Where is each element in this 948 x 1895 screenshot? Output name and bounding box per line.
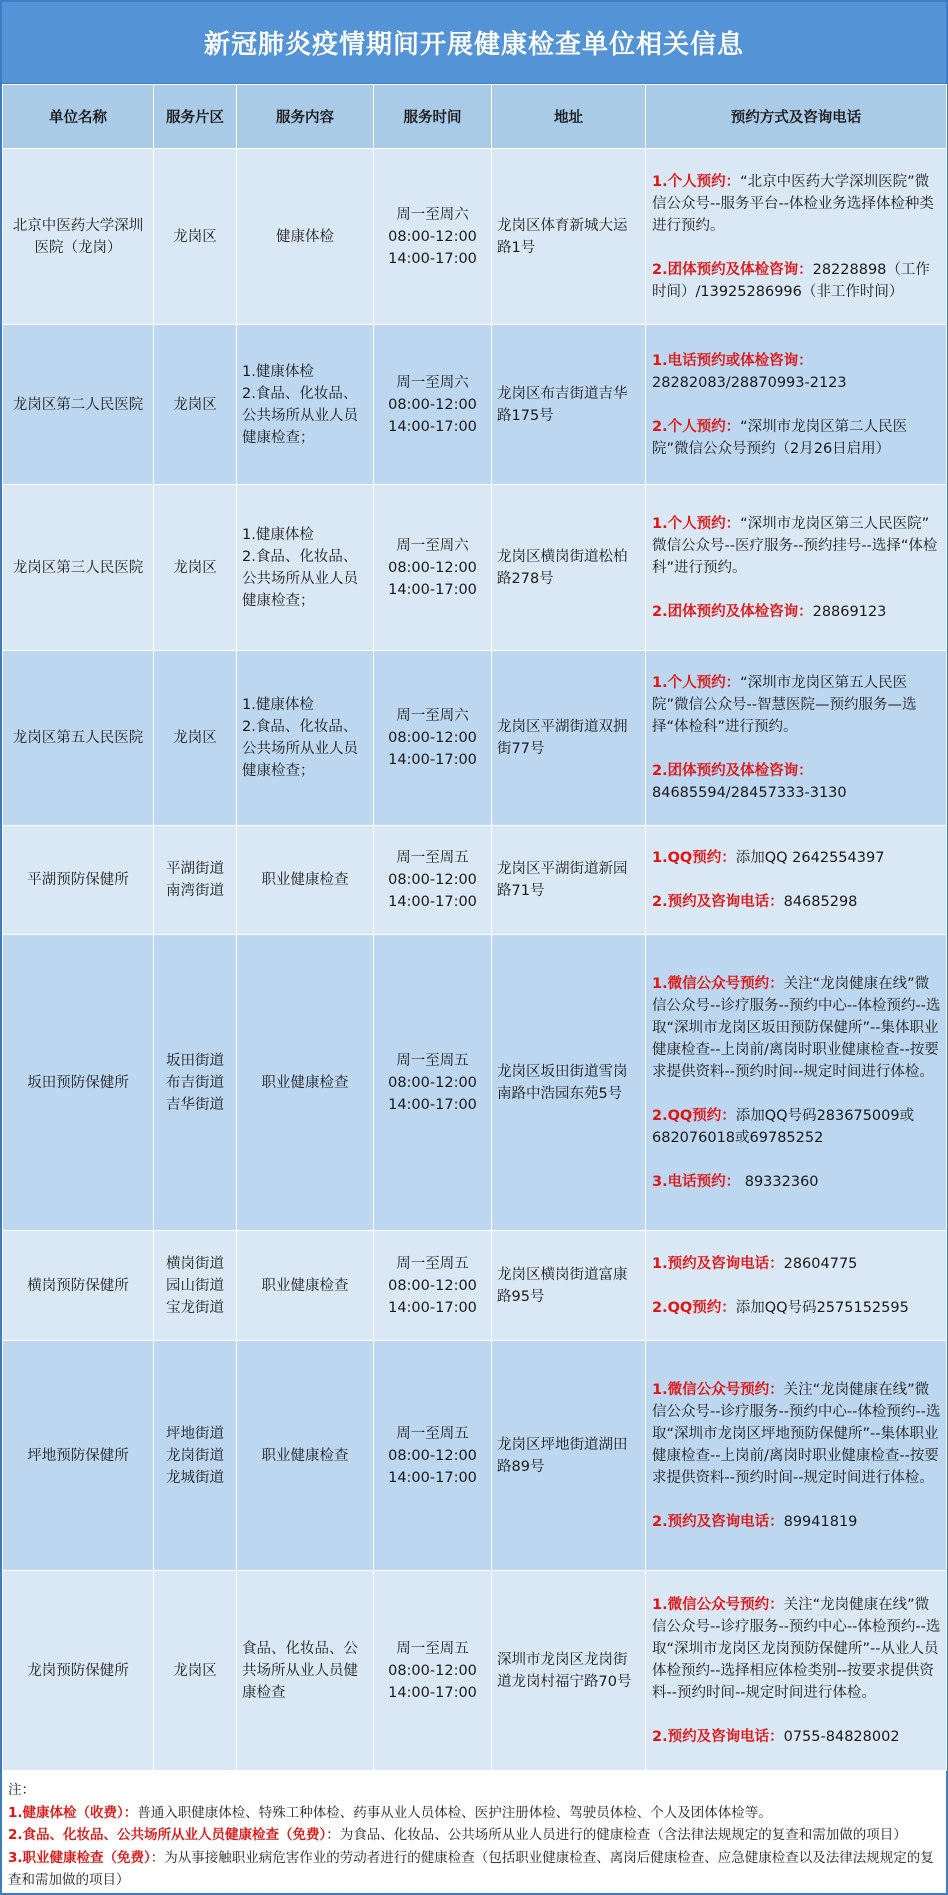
service-content-cell-line: 1.健康体检	[242, 363, 314, 380]
service-hours-cell-line: 周一至周五	[396, 1052, 469, 1069]
service-hours-cell-line: 08:00-12:00	[388, 1662, 477, 1679]
address-cell: 龙岗区布吉街道吉华路175号	[492, 325, 646, 485]
contact-item	[652, 1171, 942, 1193]
table-row	[3, 1341, 947, 1571]
service-content-cell	[237, 651, 374, 826]
service-area-cell-line: 龙城街道	[166, 1469, 224, 1486]
address-cell: 龙岗区横岗街道松柏路278号	[492, 485, 646, 651]
service-content-cell-line: 健康体检	[276, 228, 334, 245]
service-area-cell-line: 布吉街道	[166, 1074, 224, 1091]
service-hours-cell-line: 14:00-17:00	[388, 752, 477, 768]
contact-item	[652, 973, 942, 1083]
contact-text: 添加QQ号码2575152595	[735, 1299, 909, 1316]
service-area-cell-line: 龙岗区	[173, 1662, 217, 1679]
service-area-cell-line: 南湾街道	[166, 883, 224, 899]
service-area-cell-line: 宝龙街道	[166, 1299, 224, 1316]
service-hours-cell-line: 08:00-12:00	[388, 1277, 477, 1294]
address-cell: 龙岗区体育新城大运路1号	[492, 149, 646, 325]
table-row	[3, 651, 947, 826]
contact-text: 0755-84828002	[783, 1728, 900, 1745]
service-area-cell-line: 龙岗区	[173, 730, 217, 746]
service-area-cell	[154, 1231, 237, 1341]
table-header-row	[3, 85, 947, 149]
service-hours-cell-line: 周一至周五	[396, 1640, 469, 1657]
contact-label: 1.个人预约：	[652, 515, 741, 532]
service-hours-cell	[374, 935, 492, 1231]
contact-item	[652, 601, 942, 623]
contact-text: “深圳市龙岗区第五人民医院”微信公众号--智慧医院—预约服务—选择“体检科”进行预约。	[652, 675, 917, 735]
contact-label: 2.预约及咨询电话：	[652, 1513, 784, 1530]
header-booking-contact: 预约方式及咨询电话	[646, 85, 947, 149]
contact-item	[652, 513, 942, 579]
unit-name-cell: 龙岗预防保健所	[3, 1571, 154, 1771]
service-hours-cell-line: 08:00-12:00	[388, 730, 477, 746]
contact-label: 1.微信公众号预约：	[652, 1381, 784, 1398]
unit-name-cell: 坂田预防保健所	[3, 935, 154, 1231]
service-content-cell-line: 职业健康检查	[261, 1277, 349, 1294]
note-item	[8, 1824, 940, 1847]
contact-text: 84685594/28457333-3130	[652, 785, 847, 801]
service-hours-cell-line: 14:00-17:00	[388, 1299, 477, 1316]
service-area-cell-line: 坪地街道	[166, 1425, 224, 1442]
service-area-cell	[154, 485, 237, 651]
contact-item	[652, 891, 942, 913]
unit-name-cell: 北京中医药大学深圳医院（龙岗）	[3, 149, 154, 325]
contact-label: 1.电话预约或体检咨询：	[652, 352, 813, 369]
header-service-area: 服务片区	[154, 85, 237, 149]
service-area-cell	[154, 935, 237, 1231]
service-area-cell	[154, 149, 237, 325]
contact-text: 28228898（工作时间）/13925286996（非工作时间）	[652, 261, 930, 300]
note-label: 1.健康体检（收费）：	[8, 1804, 138, 1821]
service-hours-cell-line: 周一至周五	[396, 1425, 469, 1442]
service-content-cell	[237, 1341, 374, 1571]
service-content-cell-line: 职业健康检查	[261, 1447, 349, 1464]
unit-name-cell: 坪地预防保健所	[3, 1341, 154, 1571]
contact-label: 1.个人预约：	[652, 675, 741, 691]
contact-item	[652, 171, 942, 237]
service-content-cell-line: 职业健康检查	[261, 1074, 349, 1091]
notes-heading: 注：	[8, 1782, 35, 1798]
service-hours-cell-line: 周一至周五	[396, 1255, 469, 1272]
contact-text: “北京中医药大学深圳医院”微信公众号--服务平台--体检业务选择体检种类进行预约。	[652, 173, 934, 234]
contact-label: 1.微信公众号预约：	[652, 975, 784, 992]
service-area-cell-line: 平湖街道	[166, 861, 224, 877]
contact-label: 2.团体预约及体检咨询：	[652, 763, 813, 779]
service-hours-cell	[374, 826, 492, 935]
unit-name-cell: 平湖预防保健所	[3, 826, 154, 935]
service-hours-cell-line: 08:00-12:00	[388, 872, 477, 888]
service-hours-cell-line: 14:00-17:00	[388, 1469, 477, 1486]
booking-contact-cell	[646, 325, 947, 485]
note-text: ：为从事接触职业病危害作业的劳动者进行的健康检查（包括职业健康检查、离岗后健康检查、应急健康检查以及法律法规规定的复查和需加做的项目）	[8, 1849, 934, 1888]
contact-item	[652, 760, 942, 804]
contact-label: 1.个人预约：	[652, 173, 741, 190]
booking-contact-cell	[646, 485, 947, 651]
service-hours-cell-line: 08:00-12:00	[388, 1074, 477, 1091]
contact-text: 84685298	[783, 894, 858, 910]
service-content-cell	[237, 325, 374, 485]
clinic-table	[2, 84, 947, 1771]
contact-label: 2.QQ预约：	[652, 1299, 736, 1316]
contact-item	[652, 1253, 942, 1275]
contact-text: 89332360	[740, 1173, 819, 1190]
booking-contact-cell	[646, 1571, 947, 1771]
contact-item	[652, 1594, 942, 1704]
table-row	[3, 935, 947, 1231]
header-address: 地址	[492, 85, 646, 149]
address-cell: 深圳市龙岗区龙岗街道龙岗村福宁路70号	[492, 1571, 646, 1771]
address-cell: 龙岗区坂田街道雪岗南路中浩园东苑5号	[492, 935, 646, 1231]
service-hours-cell-line: 14:00-17:00	[388, 581, 477, 598]
contact-label: 2.个人预约：	[652, 418, 741, 435]
contact-text: 28604775	[783, 1255, 858, 1272]
contact-label: 1.微信公众号预约：	[652, 1596, 784, 1613]
service-hours-cell	[374, 1341, 492, 1571]
service-hours-cell-line: 08:00-12:00	[388, 559, 477, 576]
service-hours-cell-line: 14:00-17:00	[388, 418, 477, 435]
service-content-cell-line: 1.健康体检	[242, 526, 314, 543]
contact-text: 89941819	[783, 1513, 858, 1530]
contact-text: 关注“龙岗健康在线”微信公众号--诊疗服务--预约中心--体检预约--选取“深圳市龙岗区坪地预防保健所”--集体职业健康检查--上岗前/离岗时职业健康检查--按要求提供资料--预约时间--规定时间进行体检。	[652, 1381, 941, 1486]
contact-item	[652, 1379, 942, 1489]
service-hours-cell-line: 14:00-17:00	[388, 250, 477, 267]
service-area-cell-line: 龙岗区	[173, 228, 217, 245]
header-service-hours: 服务时间	[374, 85, 492, 149]
table-row	[3, 485, 947, 651]
contact-text: 28282083/28870993-2123	[652, 374, 847, 391]
service-hours-cell	[374, 485, 492, 651]
note-label: 3.职业健康检查（免费）	[8, 1849, 151, 1866]
service-content-cell-line: 2.食品、化妆品、公共场所从业人员健康检查；	[242, 719, 358, 779]
service-area-cell	[154, 651, 237, 826]
service-hours-cell-line: 14:00-17:00	[388, 1684, 477, 1701]
contact-text: 关注“龙岗健康在线”微信公众号--诊疗服务--预约中心--体检预约--选取“深圳市龙岗区龙岗预防保健所”--从业人员体检预约--选择相应体检类别--按要求提供资料--预约时间--规定时间进行体检。	[652, 1596, 941, 1701]
contact-label: 2.QQ预约：	[652, 1107, 736, 1124]
contact-item	[652, 672, 942, 738]
service-hours-cell-line: 周一至周六	[396, 374, 469, 391]
contact-label: 2.团体预约及体检咨询：	[652, 603, 813, 620]
table-row	[3, 1571, 947, 1771]
note-text: 普通入职健康体检、特殊工种体检、药事从业人员体检、医护注册体检、驾驶员体检、个人及团体体检等。	[137, 1804, 772, 1821]
unit-name-cell: 龙岗区第五人民医院	[3, 651, 154, 826]
contact-item	[652, 1105, 942, 1149]
service-content-cell	[237, 1571, 374, 1771]
address-cell: 龙岗区平湖街道双拥街77号	[492, 651, 646, 826]
contact-text: 28869123	[812, 603, 887, 620]
service-hours-cell	[374, 1571, 492, 1771]
service-hours-cell-line: 周一至周六	[396, 708, 469, 724]
contact-item	[652, 847, 942, 869]
service-content-cell-line: 食品、化妆品、公共场所从业人员健康检查	[242, 1640, 358, 1701]
header-unit-name: 单位名称	[3, 85, 154, 149]
service-area-cell-line: 坂田街道	[166, 1052, 224, 1069]
contact-label: 2.预约及咨询电话：	[652, 1728, 784, 1745]
service-content-cell-line: 2.食品、化妆品、公共场所从业人员健康检查；	[242, 548, 358, 609]
booking-contact-cell	[646, 935, 947, 1231]
contact-label: 1.预约及咨询电话：	[652, 1255, 784, 1272]
header-service-content: 服务内容	[237, 85, 374, 149]
unit-name-cell: 龙岗区第三人民医院	[3, 485, 154, 651]
contact-text: “深圳市龙岗区第三人民医院” 微信公众号--医疗服务--预约挂号--选择“体检科”进行预约。	[652, 515, 938, 576]
service-hours-cell-line: 周一至周五	[396, 850, 469, 866]
contact-item	[652, 416, 942, 460]
service-hours-cell-line: 周一至周六	[396, 206, 469, 223]
service-hours-cell-line: 08:00-12:00	[388, 228, 477, 245]
contact-item	[652, 259, 942, 303]
service-hours-cell-line: 14:00-17:00	[388, 894, 477, 910]
address-cell: 龙岗区平湖街道新园路71号	[492, 826, 646, 935]
table-row	[3, 149, 947, 325]
contact-label: 3.电话预约：	[652, 1173, 741, 1190]
service-content-cell-line: 2.食品、化妆品、公共场所从业人员健康检查；	[242, 385, 358, 446]
note-item	[8, 1847, 940, 1892]
booking-contact-cell	[646, 826, 947, 935]
service-area-cell	[154, 1571, 237, 1771]
service-area-cell-line: 吉华街道	[166, 1096, 224, 1113]
note-text: ：为食品、化妆品、公共场所从业人员进行的健康检查（含法律法规规定的复查和需加做的项目）	[326, 1827, 907, 1843]
table-row	[3, 1231, 947, 1341]
service-hours-cell-line: 周一至周六	[396, 537, 469, 554]
service-area-cell-line: 龙岗街道	[166, 1447, 224, 1464]
service-content-cell	[237, 1231, 374, 1341]
booking-contact-cell	[646, 1341, 947, 1571]
service-content-cell	[237, 826, 374, 935]
unit-name-cell: 龙岗区第二人民医院	[3, 325, 154, 485]
service-hours-cell	[374, 1231, 492, 1341]
booking-contact-cell	[646, 1231, 947, 1341]
note-item	[8, 1802, 940, 1825]
service-area-cell-line: 龙岗区	[173, 559, 217, 576]
contact-text: 添加QQ 2642554397	[735, 850, 885, 866]
address-cell: 龙岗区坪地街道湖田路89号	[492, 1341, 646, 1571]
contact-text: 关注“龙岗健康在线”微信公众号--诊疗服务--预约中心--体检预约--选取“深圳市龙岗区坂田预防保健所”--集体职业健康检查--上岗前/离岗时职业健康检查--按要求提供资料--预约时间--规定时间进行体检。	[652, 975, 941, 1080]
service-hours-cell-line: 14:00-17:00	[388, 1096, 477, 1113]
service-content-cell	[237, 149, 374, 325]
note-label: 2.食品、化妆品、公共场所从业人员健康检查（免费）	[8, 1827, 327, 1843]
booking-contact-cell	[646, 651, 947, 826]
service-content-cell-line: 职业健康检查	[261, 872, 349, 888]
address-cell: 龙岗区横岗街道富康路95号	[492, 1231, 646, 1341]
service-hours-cell	[374, 651, 492, 826]
booking-contact-cell	[646, 149, 947, 325]
contact-label: 2.预约及咨询电话：	[652, 894, 784, 910]
contact-text: 添加QQ号码283675009或682076018或69785252	[652, 1107, 915, 1146]
service-content-cell	[237, 935, 374, 1231]
service-hours-cell	[374, 149, 492, 325]
service-area-cell-line: 横岗街道	[166, 1255, 224, 1272]
service-hours-cell-line: 08:00-12:00	[388, 1447, 477, 1464]
contact-label: 1.QQ预约：	[652, 850, 736, 866]
service-hours-cell-line: 08:00-12:00	[388, 396, 477, 413]
table-row	[3, 826, 947, 935]
contact-item	[652, 350, 942, 394]
contact-item	[652, 1297, 942, 1319]
unit-name-cell: 横岗预防保健所	[3, 1231, 154, 1341]
service-content-cell	[237, 485, 374, 651]
notes-section	[2, 1771, 946, 1892]
contact-item	[652, 1511, 942, 1533]
contact-label: 2.团体预约及体检咨询：	[652, 261, 813, 278]
contact-item	[652, 1726, 942, 1748]
service-area-cell	[154, 325, 237, 485]
service-content-cell-line: 1.健康体检	[242, 697, 314, 713]
service-hours-cell	[374, 325, 492, 485]
contact-text: “深圳市龙岗区第二人民医院”微信公众号预约（2月26日启用）	[652, 418, 908, 457]
table-row	[3, 325, 947, 485]
service-area-cell	[154, 1341, 237, 1571]
service-area-cell-line: 园山街道	[166, 1277, 224, 1294]
page-title: 新冠肺炎疫情期间开展健康检查单位相关信息	[2, 2, 946, 84]
service-area-cell	[154, 826, 237, 935]
service-area-cell-line: 龙岗区	[173, 396, 217, 413]
